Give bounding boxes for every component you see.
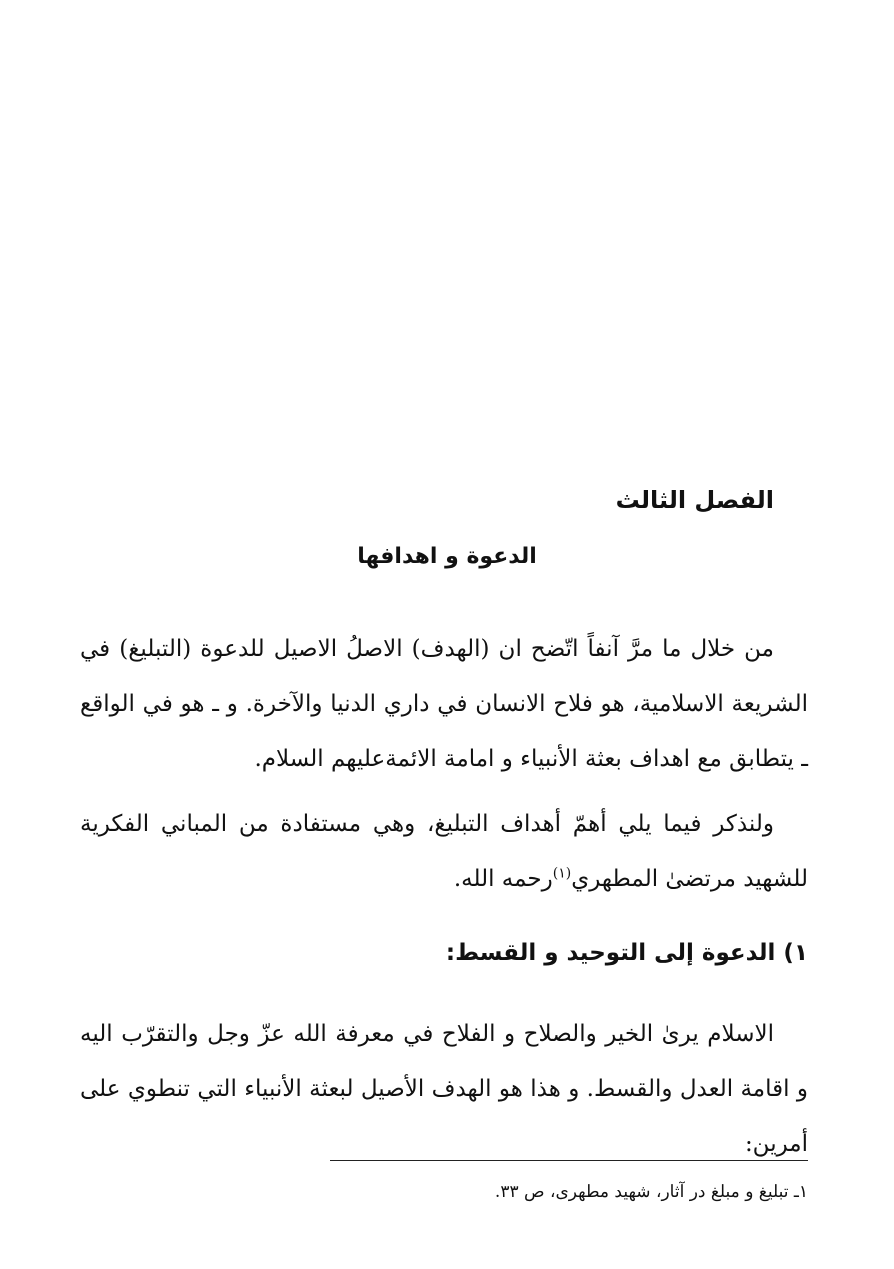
paragraph-tawhid: [80, 1007, 808, 1172]
paragraph-intro-text: من خلال ما مرَّ آنفاً اتّضح ان (الهدف) الاصلُ الاصيل للدعوة (التبليغ) في الشريعة الاسلامية، هو فلاح الانسان في داري الدنيا والآخرة. و ـ هو في الواقع ـ يتطابق مع اهداف بعثة الأنبياء و امامة الائمةعليهم السلام.: [80, 636, 808, 772]
footnote-marker: (١): [552, 865, 572, 882]
paragraph-goals-text: ولنذكر فيما يلي أهمّ أهداف التبليغ، وهي مستفادة من المباني الفكرية للشهيد مرتضىٰ المطهري: [80, 811, 808, 892]
footnote-1: ١ـ تبليغ و مبلغ در آثار، شهيد مطهرى، ص ٣٣.: [494, 1182, 808, 1202]
paragraph-goals: [80, 797, 808, 907]
section-title: الدعوة و اهدافها: [357, 544, 537, 569]
paragraph-goals-container: [80, 797, 808, 907]
paragraph-tawhid-text: الاسلام يرىٰ الخير والصلاح و الفلاح في معرفة الله عزّ وجل والتقرّب اليه و اقامة العدل والقسط. و هذا هو الهدف الأصيل لبعثة الأنبياء التي تنطوي على أمرين:: [80, 1021, 808, 1157]
paragraph-goals-end: رحمه الله.: [453, 866, 553, 892]
footnote-divider: [330, 1160, 808, 1161]
chapter-title: الفصل الثالث: [615, 486, 774, 514]
paragraph-intro: [80, 622, 808, 787]
subheading-tawhid-qist: ١) الدعوة إلى التوحيد و القسط:: [445, 940, 808, 966]
